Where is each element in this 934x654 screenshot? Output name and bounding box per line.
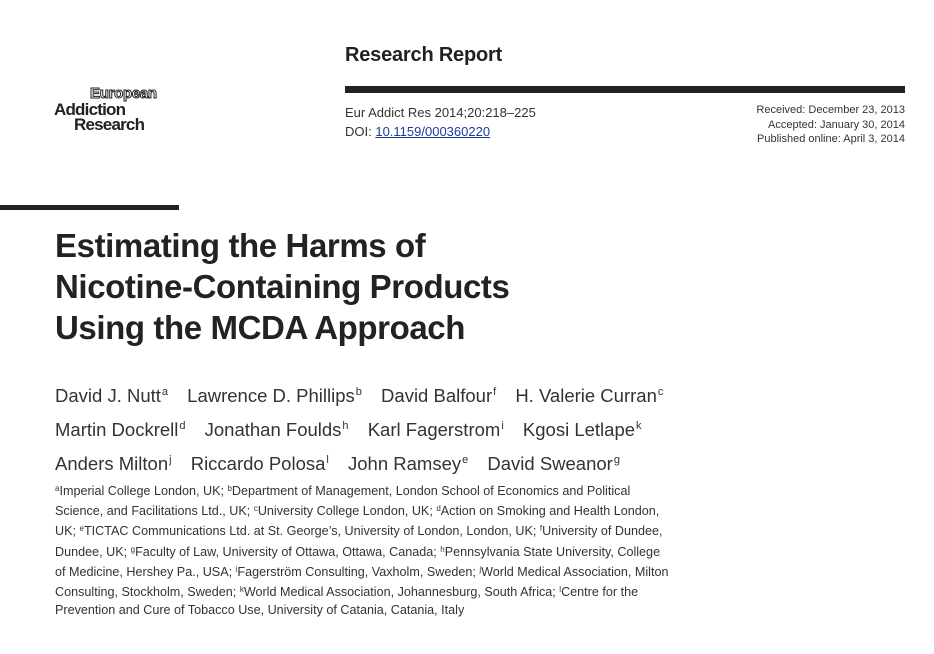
author-name: David Sweanor bbox=[487, 453, 613, 474]
author-name: Kgosi Letlape bbox=[522, 419, 636, 440]
author bbox=[55, 419, 185, 440]
author-affiliation-marker: h bbox=[342, 420, 349, 432]
affiliation-line bbox=[55, 500, 735, 520]
title-rule bbox=[0, 205, 179, 210]
author-list bbox=[55, 377, 775, 479]
affiliation-text: Fagerström Consulting, Vaxholm, Sweden; bbox=[237, 564, 480, 579]
author-affiliation-marker: c bbox=[657, 386, 664, 398]
affiliations bbox=[55, 480, 735, 619]
title-line-1: Estimating the Harms of bbox=[55, 227, 426, 264]
affiliation-text: of Medicine, Hershey Pa., USA; bbox=[55, 564, 236, 579]
author-affiliation-marker: d bbox=[179, 420, 186, 432]
author bbox=[191, 453, 329, 474]
journal-logo-line3: Research bbox=[74, 115, 145, 134]
author-name: Karl Fagerstrom bbox=[367, 419, 501, 440]
author-line bbox=[55, 445, 775, 479]
affiliation-line bbox=[55, 541, 735, 561]
affiliation-line bbox=[55, 561, 735, 581]
author-affiliation-marker: i bbox=[501, 420, 504, 432]
author-name: Martin Dockrell bbox=[55, 419, 179, 440]
doi-link[interactable]: 10.1159/000360220 bbox=[375, 124, 491, 139]
affiliation-marker: a bbox=[55, 484, 60, 493]
author-affiliation-marker: e bbox=[462, 454, 469, 466]
author-affiliation-marker: f bbox=[493, 386, 497, 398]
affiliation-line bbox=[55, 520, 735, 540]
author-name: Anders Milton bbox=[55, 453, 169, 474]
accepted-date: Accepted: January 30, 2014 bbox=[768, 118, 905, 131]
affiliation-text: Pennsylvania State University, College bbox=[444, 544, 661, 559]
affiliation-text: University College London, UK; bbox=[257, 504, 437, 519]
affiliation-marker: d bbox=[436, 504, 441, 514]
affiliation-marker: g bbox=[130, 544, 136, 554]
affiliation-line bbox=[55, 601, 735, 619]
article-title bbox=[55, 225, 675, 348]
author-name: John Ramsey bbox=[348, 453, 462, 474]
affiliation-text: UK; bbox=[55, 524, 80, 539]
affiliation-text: University of Dundee, bbox=[542, 524, 663, 539]
author-name: David Balfour bbox=[381, 385, 493, 406]
author bbox=[487, 453, 620, 474]
author bbox=[187, 385, 362, 406]
affiliation-marker: f bbox=[539, 524, 543, 534]
affiliation-text: Imperial College London, UK; bbox=[59, 484, 228, 498]
author bbox=[55, 453, 172, 474]
author bbox=[205, 419, 349, 440]
author bbox=[368, 419, 504, 440]
affiliation-text: Dundee, UK; bbox=[55, 544, 131, 559]
author-name: Jonathan Foulds bbox=[204, 419, 342, 440]
author-name: David J. Nutt bbox=[55, 385, 161, 406]
author-affiliation-marker: l bbox=[326, 454, 329, 466]
affiliation-text: Centre for the bbox=[561, 585, 639, 600]
author-affiliation-marker: j bbox=[169, 454, 172, 466]
section-label: Research Report bbox=[345, 44, 503, 66]
title-line-3: Using the MCDA Approach bbox=[55, 309, 466, 346]
citation-block bbox=[345, 103, 536, 141]
author-affiliation-marker: k bbox=[636, 420, 642, 432]
author-affiliation-marker: a bbox=[161, 386, 169, 398]
affiliation-text: Faculty of Law, University of Ottawa, Ottawa, Canada; bbox=[135, 544, 441, 559]
journal-logo-line2: Addiction bbox=[54, 100, 126, 119]
affiliation-text: World Medical Association, Milton bbox=[481, 564, 669, 579]
author-name: H. Valerie Curran bbox=[515, 385, 657, 406]
author-name: Riccardo Polosa bbox=[190, 453, 326, 474]
affiliation-text: Action on Smoking and Health London, bbox=[440, 504, 660, 519]
doi-line bbox=[345, 122, 536, 141]
author-affiliation-marker: g bbox=[613, 454, 620, 466]
author bbox=[348, 453, 468, 474]
affiliation-marker: k bbox=[239, 585, 244, 595]
header-rule bbox=[345, 86, 905, 93]
affiliation-text: World Medical Association, Johannesburg, South Africa; bbox=[243, 585, 560, 600]
author-line bbox=[55, 377, 775, 411]
author bbox=[381, 385, 496, 406]
journal-logo-line1: European bbox=[90, 85, 157, 102]
affiliation-marker: l bbox=[559, 585, 562, 595]
author-affiliation-marker: b bbox=[355, 386, 362, 398]
affiliation-text: Science, and Facilitations Ltd., UK; bbox=[55, 504, 254, 519]
doi-label: DOI: bbox=[345, 124, 376, 139]
affiliation-marker: c bbox=[253, 504, 258, 514]
author bbox=[55, 385, 168, 406]
affiliation-marker: h bbox=[440, 544, 445, 554]
affiliation-text: Consulting, Stockholm, Sweden; bbox=[55, 585, 240, 600]
affiliation-text: Department of Management, London School of Economics and Political bbox=[231, 484, 631, 498]
affiliation-marker: j bbox=[479, 564, 482, 574]
journal-citation: Eur Addict Res 2014;20:218–225 bbox=[345, 105, 536, 120]
title-line-2: Nicotine-Containing Products bbox=[55, 268, 510, 305]
affiliation-line bbox=[55, 581, 735, 601]
affiliation-marker: i bbox=[235, 564, 238, 574]
published-date: Published online: April 3, 2014 bbox=[757, 133, 905, 145]
affiliation-line bbox=[55, 480, 735, 500]
author bbox=[523, 419, 642, 440]
publication-dates bbox=[756, 103, 905, 147]
author-line bbox=[55, 411, 775, 445]
affiliation-text: TICTAC Communications Ltd. at St. George’s, University of London, London, UK; bbox=[83, 524, 540, 539]
affiliation-marker: e bbox=[79, 524, 84, 534]
journal-logo bbox=[54, 86, 184, 136]
author-name: Lawrence D. Phillips bbox=[187, 385, 355, 406]
affiliation-marker: b bbox=[227, 484, 232, 493]
received-date: Received: December 23, 2013 bbox=[756, 104, 905, 116]
author bbox=[515, 385, 663, 406]
affiliation-text: Prevention and Cure of Tobacco Use, University of Catania, Catania, Italy bbox=[55, 603, 465, 618]
